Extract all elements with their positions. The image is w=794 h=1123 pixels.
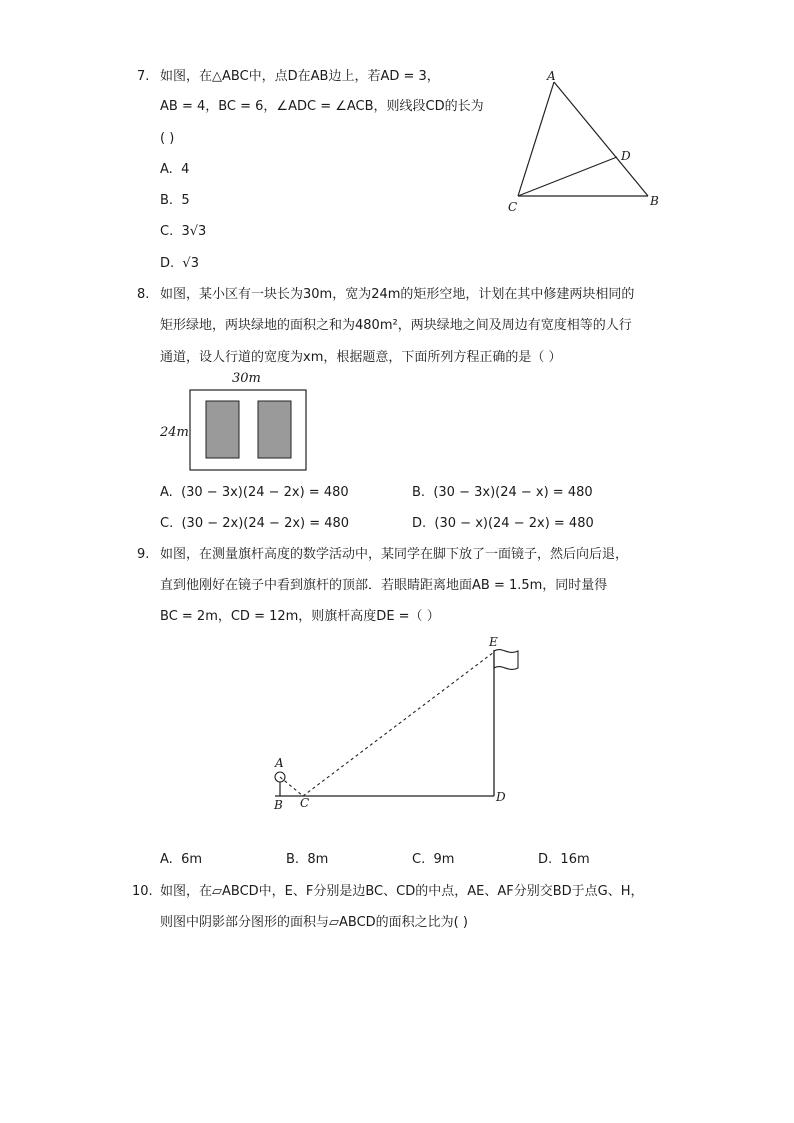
point-a-label: A — [275, 756, 284, 770]
option-value: (30 − x)(24 − 2x) = 480 — [434, 516, 594, 531]
point-b-label: B — [274, 798, 283, 812]
q10-number: 10. — [132, 884, 153, 899]
q7-stem-line2: AB = 4，BC = 6，∠ADC = ∠ACB，则线段CD的长为 — [160, 99, 484, 114]
q8-width-label: 30m — [232, 371, 261, 386]
option-label: B. — [286, 852, 300, 867]
q10-stem-line1: 如图，在▱ABCD中，E、F分别是边BC、CD的中点，AE、AF分别交BD于点G、H， — [160, 884, 644, 899]
option-value: 5 — [181, 193, 190, 208]
q8-stem-line3: 通道，设人行道的宽度为xm，根据题意，下面所列方程正确的是（ ） — [160, 350, 562, 365]
vertex-a-label: A — [547, 69, 556, 83]
option-label: B. — [412, 485, 426, 500]
q9-stem-line1: 如图，在测量旗杆高度的数学活动中，某同学在脚下放了一面镜子，然后向后退， — [160, 547, 629, 562]
option-value: (30 − 3x)(24 − x) = 480 — [433, 485, 593, 500]
option-value: 8m — [307, 852, 329, 867]
q8-stem-line1: 如图，某小区有一块长为30m，宽为24m的矩形空地，计划在其中修建两块相同的 — [160, 287, 635, 302]
sight-line-ce — [303, 652, 494, 796]
vertex-d-label: D — [621, 149, 631, 163]
q9-option-c — [412, 851, 454, 869]
option-label: D. — [412, 516, 427, 531]
option-value: (30 − 2x)(24 − 2x) = 480 — [181, 516, 350, 531]
q8-height-label: 24m — [160, 425, 189, 440]
option-value: 9m — [433, 852, 455, 867]
option-value: (30 − 3x)(24 − 2x) = 480 — [181, 485, 349, 500]
flag-icon — [494, 650, 518, 670]
q9-option-b — [286, 851, 328, 869]
q9-option-d — [538, 851, 590, 869]
q7-number: 7. — [137, 69, 150, 84]
point-d-label: D — [496, 790, 506, 804]
q7-stem-line1: 如图，在△ABC中，点D在AB边上，若AD = 3， — [160, 69, 440, 84]
option-value: √3 — [182, 256, 199, 271]
vertex-c-label: C — [508, 200, 518, 214]
q8-number: 8. — [137, 287, 150, 302]
q9-stem-line3: BC = 2m，CD = 12m，则旗杆高度DE =（ ） — [160, 609, 440, 624]
option-label: C. — [160, 516, 174, 531]
option-label: B. — [160, 193, 174, 208]
q9-number: 9. — [137, 547, 150, 562]
vertex-b-label: B — [650, 194, 659, 208]
q10-stem-line2: 则图中阴影部分图形的面积与▱ABCD的面积之比为( ) — [160, 915, 468, 930]
option-label: C. — [160, 224, 174, 239]
option-label: C. — [412, 852, 426, 867]
q9-stem-line2: 直到他刚好在镜子中看到旗杆的顶部．若眼睛距离地面AB = 1.5m，同时量得 — [160, 578, 608, 593]
point-e-label: E — [489, 635, 498, 649]
point-c-label: C — [300, 796, 310, 810]
option-value: 6m — [181, 852, 202, 867]
option-label: A. — [160, 485, 173, 500]
option-value: 4 — [181, 162, 190, 177]
q7-stem-line3: ( ) — [160, 131, 175, 146]
option-label: D. — [160, 256, 175, 271]
option-label: A. — [160, 162, 173, 177]
option-value: 3√3 — [181, 224, 207, 239]
q9-option-a — [160, 851, 202, 869]
option-value: 16m — [560, 852, 590, 867]
q8-stem-line2: 矩形绿地，两块绿地的面积之和为480m²，两块绿地之间及周边有宽度相等的人行 — [160, 318, 632, 333]
option-label: D. — [538, 852, 553, 867]
option-label: A. — [160, 852, 173, 867]
